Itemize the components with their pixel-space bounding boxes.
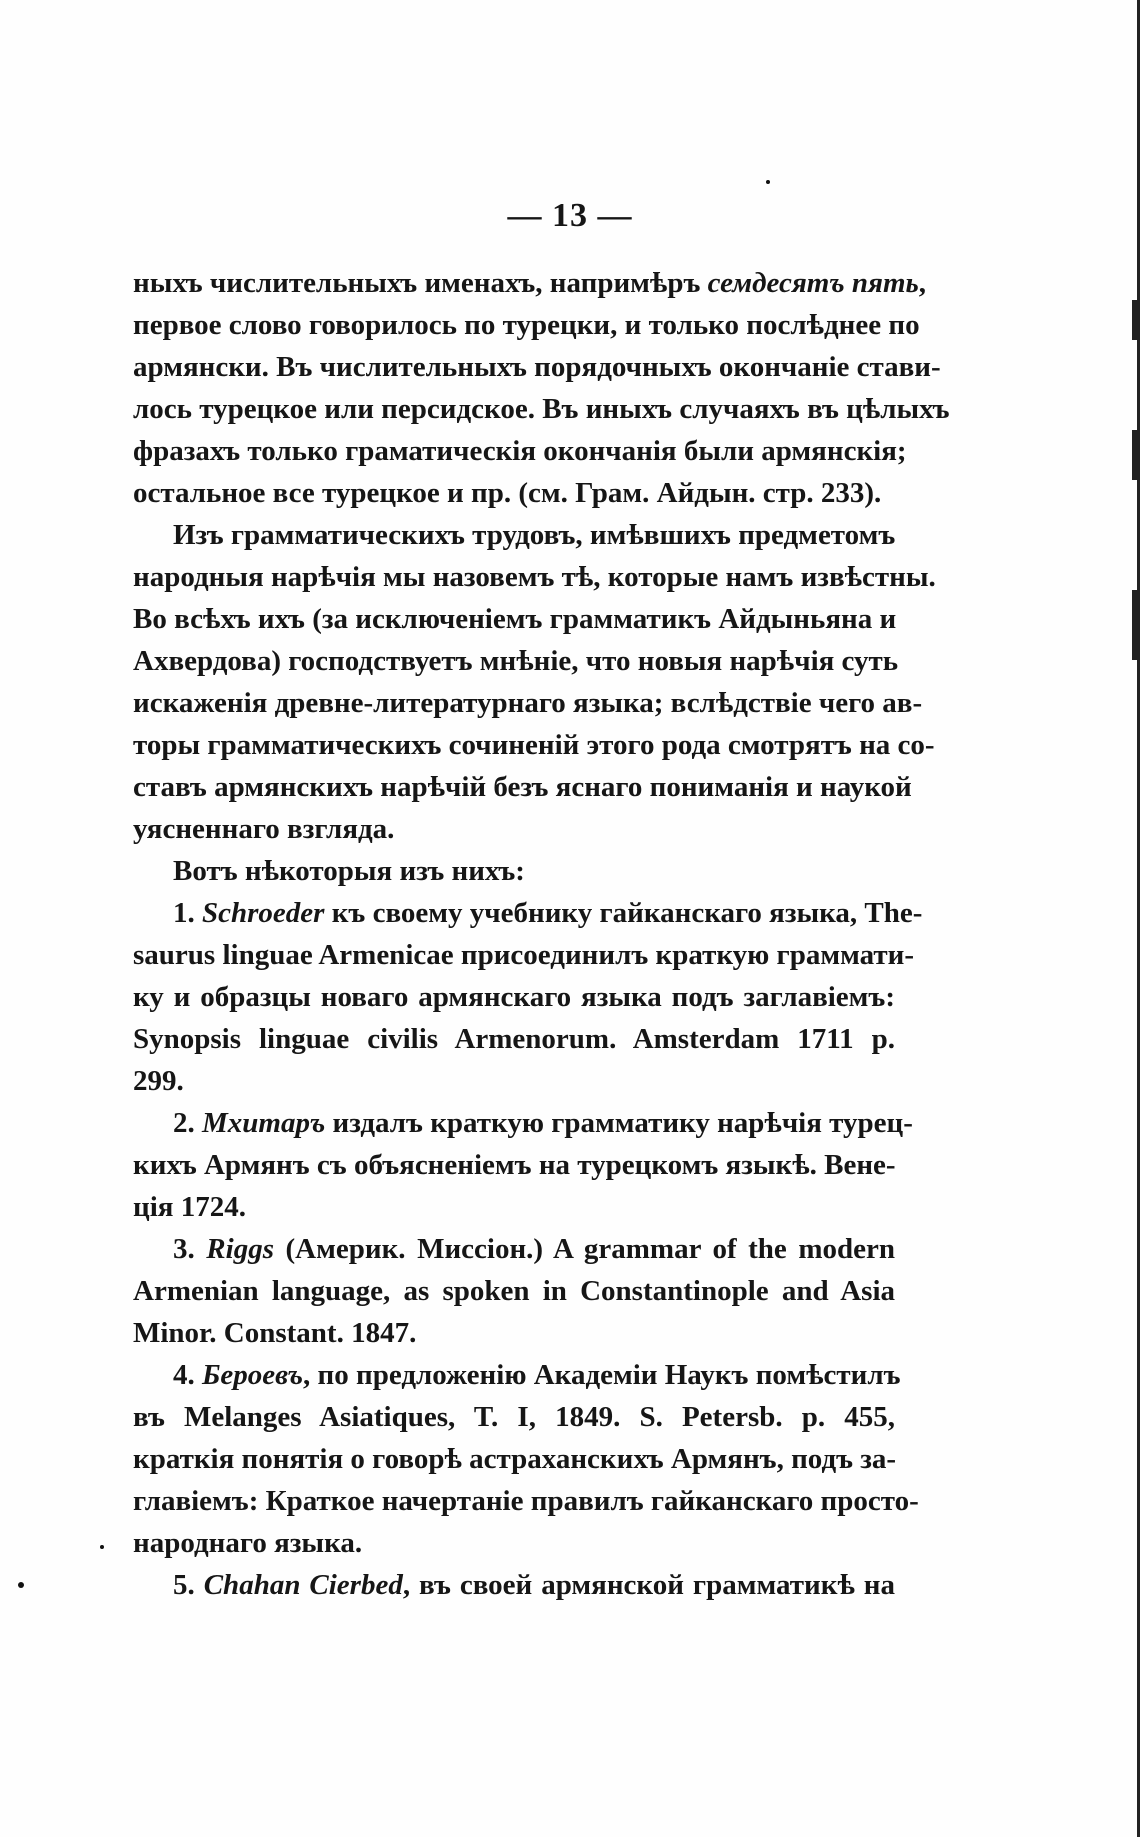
text-line: краткія понятія о говорѣ астраханскихъ Армянъ, подъ за- — [133, 1443, 897, 1475]
scan-speck — [18, 1582, 24, 1588]
list-item-5: 5. Chahan Cierbed, въ своей армянской грамматикѣ на — [173, 1569, 896, 1601]
page-number: — 13 — — [507, 197, 633, 234]
text-line: ція 1724. — [133, 1191, 246, 1223]
text-line: Minor. Constant. 1847. — [133, 1317, 417, 1349]
text-line: уясненнаго взгляда. — [133, 813, 395, 845]
edge-mark — [1132, 590, 1137, 660]
scan-speck — [766, 180, 770, 184]
text-line: Во всѣхъ ихъ (за исключеніемъ грамматикъ Айдыньяна и — [133, 603, 897, 635]
text-line: Ахвердова) господствуетъ мнѣніе, что новыя нарѣчія суть — [133, 645, 899, 677]
text-line: народнаго языка. — [133, 1527, 363, 1559]
edge-mark — [1132, 430, 1137, 480]
edge-mark — [1132, 300, 1137, 340]
text-line: кихъ Армянъ съ объясненіемъ на турецкомъ языкѣ. Вене- — [133, 1149, 896, 1181]
text-line: ставъ армянскихъ нарѣчій безъ яснаго пониманія и наукой — [133, 771, 912, 803]
text-line: армянски. Въ числительныхъ порядочныхъ окончаніе стави- — [133, 351, 941, 383]
text-line: торы грамматическихъ сочиненій этого рода смотрятъ на со- — [133, 729, 935, 761]
text-line: 299. — [133, 1065, 184, 1097]
text-line: Изъ грамматическихъ трудовъ, имѣвшихъ предметомъ — [173, 519, 896, 551]
text-line: ныхъ числительныхъ именахъ, напримѣръ семдесятъ пять, — [133, 267, 927, 299]
text-line: Вотъ нѣкоторыя изъ нихъ: — [173, 855, 525, 887]
body-text — [133, 262, 950, 1606]
text-line: saurus linguae Armenicae присоединилъ краткую граммати- — [133, 939, 915, 971]
text-line: первое слово говорилось по турецки, и только послѣднее по — [133, 309, 920, 341]
text-line: остальное все турецкое и пр. (см. Грам. Айдын. стр. 233). — [133, 477, 882, 509]
text-line: главіемъ: Краткое начертаніе правилъ гайканскаго просто- — [133, 1485, 919, 1517]
text-line: фразахъ только граматическія окончанія были армянскія; — [133, 435, 907, 467]
text-line: народныя нарѣчія мы назовемъ тѣ, которые намъ извѣстны. — [133, 561, 936, 593]
text-line: Synopsis linguae civilis Armenorum. Amsterdam 1711 р. — [133, 1023, 895, 1055]
list-item-4: 4. Бероевъ, по предложенію Академіи Наукъ помѣстилъ — [173, 1359, 901, 1391]
text-line: искаженія древне-литературнаго языка; вслѣдствіе чего ав- — [133, 687, 923, 719]
scan-speck — [100, 1545, 104, 1549]
list-item-3: 3. Riggs (Америк. Миссіон.) A grammar of the modern — [173, 1233, 895, 1265]
text-line: ку и образцы новаго армянскаго языка подъ заглавіемъ: — [133, 981, 895, 1013]
text-line: въ Melanges Asiatiques, T. I, 1849. S. Petersb. p. 455, — [133, 1401, 895, 1433]
text-line: Armenian language, as spoken in Constantinople and Asia — [133, 1275, 895, 1307]
list-item-2: 2. Мхитаръ издалъ краткую грамматику нарѣчія турец- — [173, 1107, 913, 1139]
text-line: лось турецкое или персидское. Въ иныхъ случаяхъ въ цѣлыхъ — [133, 393, 950, 425]
list-item-1: 1. Schroeder къ своему учебнику гайканскаго языка, The- — [173, 897, 923, 929]
